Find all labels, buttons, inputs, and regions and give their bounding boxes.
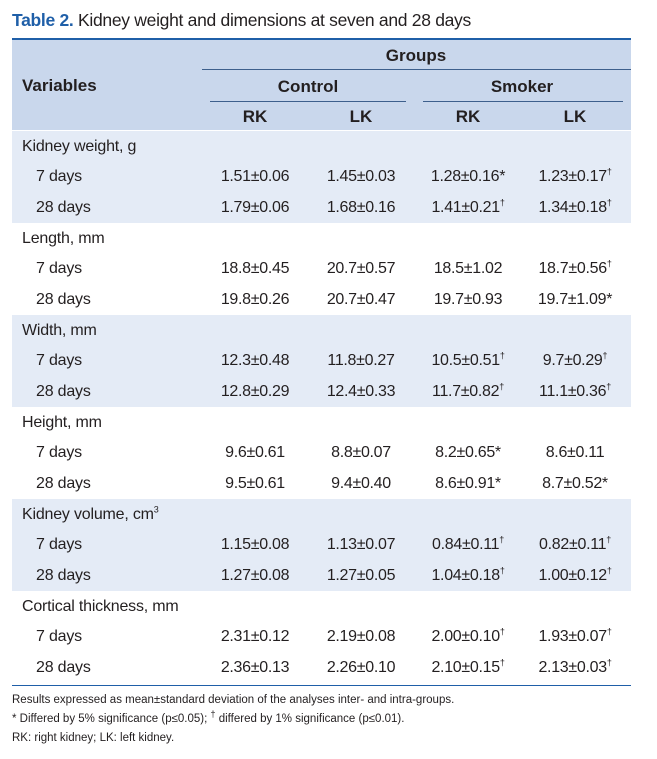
row-label: 7 days [36, 628, 82, 645]
cell-value: 8.8±0.07 [331, 444, 391, 461]
table-bottom-rule [12, 685, 631, 686]
section-title: Width, mm [22, 322, 97, 339]
row-label: 28 days [36, 475, 91, 492]
cell-value: 11.8±0.27 [327, 352, 395, 369]
cell-value: 19.8±0.26 [220, 291, 290, 308]
table-row [12, 652, 631, 683]
header-control: Control [277, 77, 339, 96]
row-label: 28 days [36, 659, 91, 676]
row-label: 7 days [36, 444, 82, 461]
table-row [12, 345, 631, 376]
table-header [12, 40, 631, 130]
cell-value: 8.2±0.65* [435, 444, 501, 461]
header-col-control-rk: RK [242, 107, 268, 126]
table-number: Table 2. [12, 10, 74, 30]
smoker-underline [423, 101, 623, 102]
cell-value: 0.82±0.11† [539, 534, 611, 553]
footnote-significance-part1: * Differed by 5% significance (p≤0.05); [12, 713, 211, 725]
cell-value: 12.3±0.48 [220, 352, 290, 369]
cell-value: 2.36±0.13 [220, 659, 290, 676]
table-row [12, 284, 631, 315]
cell-value: 19.7±0.93 [433, 291, 503, 308]
header-groups: Groups [385, 46, 447, 65]
cell-value: 1.28±0.16* [430, 168, 506, 185]
row-label: 7 days [36, 352, 82, 369]
cell-value: 9.5±0.61 [225, 475, 285, 492]
table-row [12, 468, 631, 499]
cell-value: 1.04±0.18† [431, 565, 505, 584]
footnote-results: Results expressed as mean±standard deviation of the analyses inter- and intra-groups. [12, 694, 455, 706]
cell-value: 20.7±0.57 [326, 260, 396, 277]
cell-value: 1.41±0.21† [431, 197, 505, 216]
cell-value: 1.45±0.03 [326, 168, 396, 185]
row-label: 7 days [36, 260, 82, 277]
cell-value: 0.84±0.11† [432, 534, 504, 553]
control-underline [210, 101, 406, 102]
section-kidney-weight [12, 131, 631, 223]
footnote-significance-part2: differed by 1% significance (p≤0.01). [215, 713, 405, 725]
cell-value: 1.79±0.06 [220, 199, 290, 216]
cell-value: 20.7±0.47 [326, 291, 396, 308]
row-label: 28 days [36, 291, 91, 308]
cell-value: 2.00±0.10† [431, 626, 505, 645]
header-col-smoker-rk: RK [455, 107, 481, 126]
cell-value: 1.51±0.06 [220, 168, 290, 185]
section-kidney-volume [12, 499, 631, 591]
cell-value: 2.10±0.15† [431, 657, 505, 676]
header-col-smoker-lk: LK [563, 107, 587, 126]
cell-value: 1.68±0.16 [326, 199, 396, 216]
row-label: 28 days [36, 199, 91, 216]
section-title [22, 505, 159, 525]
table-body [12, 131, 631, 683]
row-label: 28 days [36, 383, 91, 400]
cell-value: 1.93±0.07† [538, 626, 612, 645]
row-label: 7 days [36, 168, 82, 185]
row-label: 28 days [36, 567, 91, 584]
table-footnotes [12, 691, 652, 748]
cell-value: 1.00±0.12† [538, 565, 612, 584]
cell-value: 2.26±0.10 [326, 659, 396, 676]
cell-value: 12.8±0.29 [220, 383, 290, 400]
dagger-symbol: † [210, 709, 216, 720]
cell-value: 9.4±0.40 [331, 475, 391, 492]
cell-value: 1.13±0.07 [326, 536, 396, 553]
cell-value: 8.6±0.11 [545, 444, 605, 461]
section-length [12, 223, 631, 315]
section-title-text: Kidney volume, cm [22, 506, 154, 523]
cell-value: 11.1±0.36† [539, 381, 611, 400]
table-row [12, 253, 631, 284]
cell-value: 18.7±0.56† [538, 258, 612, 277]
table-caption [12, 9, 652, 31]
table-row [12, 560, 631, 591]
cell-value: 1.15±0.08 [220, 536, 290, 553]
row-label: 7 days [36, 536, 82, 553]
table-row [12, 529, 631, 560]
section-width [12, 315, 631, 407]
cell-value: 1.27±0.05 [326, 567, 396, 584]
footnote-abbreviations: RK: right kidney; LK: left kidney. [12, 732, 175, 744]
footnote-significance [12, 710, 652, 729]
section-title-superscript: 3 [153, 504, 159, 515]
cell-value: 11.7±0.82† [432, 381, 504, 400]
table-row [12, 161, 631, 192]
cell-value: 9.6±0.61 [225, 444, 285, 461]
cell-value: 1.27±0.08 [220, 567, 290, 584]
table-row [12, 376, 631, 407]
table-row [12, 192, 631, 223]
section-title: Height, mm [22, 414, 102, 431]
cell-value: 1.34±0.18† [538, 197, 612, 216]
table-row [12, 437, 631, 468]
section-title: Kidney weight, g [22, 138, 137, 155]
cell-value: 18.5±1.02 [433, 260, 503, 277]
groups-underline [202, 69, 631, 70]
cell-value: 10.5±0.51† [431, 350, 505, 369]
header-variables: Variables [22, 76, 97, 95]
cell-value: 2.13±0.03† [538, 657, 612, 676]
cell-value: 8.6±0.91* [435, 475, 501, 492]
cell-value: 2.31±0.12 [220, 628, 290, 645]
cell-value: 1.23±0.17† [538, 166, 612, 185]
section-title: Length, mm [22, 230, 105, 247]
cell-value: 19.7±1.09* [537, 291, 613, 308]
header-smoker: Smoker [490, 77, 554, 96]
header-col-control-lk: LK [349, 107, 373, 126]
section-title: Cortical thickness, mm [22, 598, 179, 615]
cell-value: 18.8±0.45 [220, 260, 290, 277]
cell-value: 9.7±0.29† [542, 350, 608, 369]
section-height [12, 407, 631, 499]
section-cortical-thickness [12, 591, 631, 683]
table-title: Kidney weight and dimensions at seven and 28 days [73, 10, 471, 30]
cell-value: 12.4±0.33 [326, 383, 396, 400]
cell-value: 2.19±0.08 [326, 628, 396, 645]
cell-value: 8.7±0.52* [542, 475, 608, 492]
table-row [12, 621, 631, 652]
